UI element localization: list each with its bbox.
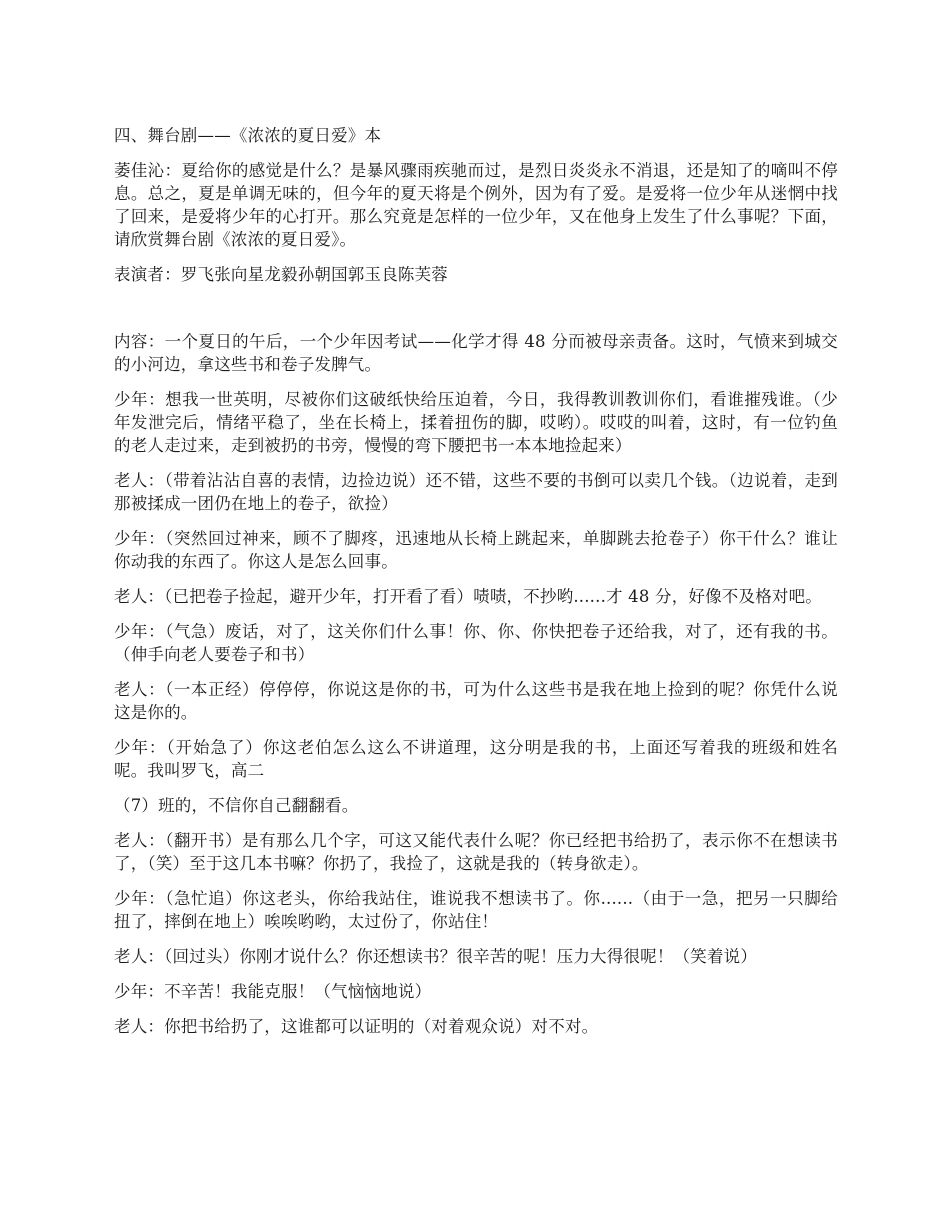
- script-paragraph: 少年：（开始急了）你这老伯怎么这么不讲道理，这分明是我的书，上面还写着我的班级和姓名呢。我叫罗飞，高二: [114, 738, 838, 780]
- script-paragraph: 少年：（急忙追）你这老头，你给我站住，谁说我不想读书了。你......（由于一急，把另一只脚给扭了，摔倒在地上）唉唉哟哟，太过份了，你站住！: [114, 889, 838, 931]
- script-paragraph: 老人：（回过头）你刚才说什么？你还想读书？很辛苦的呢！压力大得很呢！（笑着说）: [114, 947, 758, 966]
- script-paragraph: 老人：你把书给扔了，这谁都可以证明的（对着观众说）对不对。: [114, 1017, 599, 1036]
- script-paragraph: 老人：（翻开书）是有那么几个字，可这又能代表什么呢？你已经把书给扔了，表示你不在想读书了，（笑）至于这几本书嘛？你扔了，我捡了，这就是我的（转身欲走）。: [114, 831, 838, 873]
- script-paragraph: 内容：一个夏日的午后，一个少年因考试——化学才得 48 分而被母亲责备。这时，气愤来到城交的小河边，拿这些书和卷子发脾气。: [114, 332, 838, 374]
- script-paragraph: 少年：想我一世英明，尽被你们这破纸快给压迫着，今日，我得教训教训你们，看谁摧残谁。（少年发泄完后，情绪平稳了，坐在长椅上，揉着扭伤的脚，哎哟）。哎哎的叫着，这时，有一位钓鱼的老人走过来，走到被扔的书旁，慢慢的弯下腰把书一本本地捡起来）: [114, 390, 838, 455]
- script-paragraph: 老人：（已把卷子捡起，避开少年，打开看了看）啧啧，不抄哟......才 48 分，好像不及格对吧。: [114, 587, 823, 606]
- intro-paragraph: 萎佳沁：夏给你的感觉是什么？是暴风骤雨疾驰而过，是烈日炎炎永不消退，还是知了的嘀叫不停息。总之，夏是单调无味的，但今年的夏天将是个例外，因为有了爱。是爱将一位少年从迷惘中找了回来，是爱将少年的心打开。那么究竟是怎样的一位少年，又在他身上发生了什么事呢？下面，请欣赏舞台剧《浓浓的夏日爱》。: [114, 161, 838, 249]
- document-page: [114, 124, 838, 1050]
- script-paragraph: 少年：（突然回过神来，顾不了脚疼，迅速地从长椅上跳起来，单脚跳去抢卷子）你干什么？谁让你动我的东西了。你这人是怎么回事。: [114, 529, 838, 571]
- script-paragraph: 老人：（带着沾沾自喜的表情，边捡边说）还不错，这些不要的书倒可以卖几个钱。（边说着，走到那被揉成一团仍在地上的卷子，欲捡）: [114, 471, 838, 513]
- performers-line: 表演者：罗飞张向星龙毅孙朝国郭玉良陈芙蓉: [114, 265, 448, 284]
- script-paragraph: （7）班的，不信你自己翻翻看。: [114, 796, 359, 815]
- blank-gap: [114, 298, 838, 330]
- section-title: 四、舞台剧——《浓浓的夏日爱》本: [114, 126, 382, 145]
- script-paragraph: 少年：（气急）废话，对了，这关你们什么事！你、你、你快把卷子还给我，对了，还有我的书。（伸手向老人要卷子和书）: [114, 622, 838, 664]
- script-paragraph: 少年：不辛苦！我能克服！（气恼恼地说）: [114, 982, 432, 1001]
- script-paragraph: 老人：（一本正经）停停停，你说这是你的书，可为什么这些书是我在地上捡到的呢？你凭什么说这是你的。: [114, 680, 838, 722]
